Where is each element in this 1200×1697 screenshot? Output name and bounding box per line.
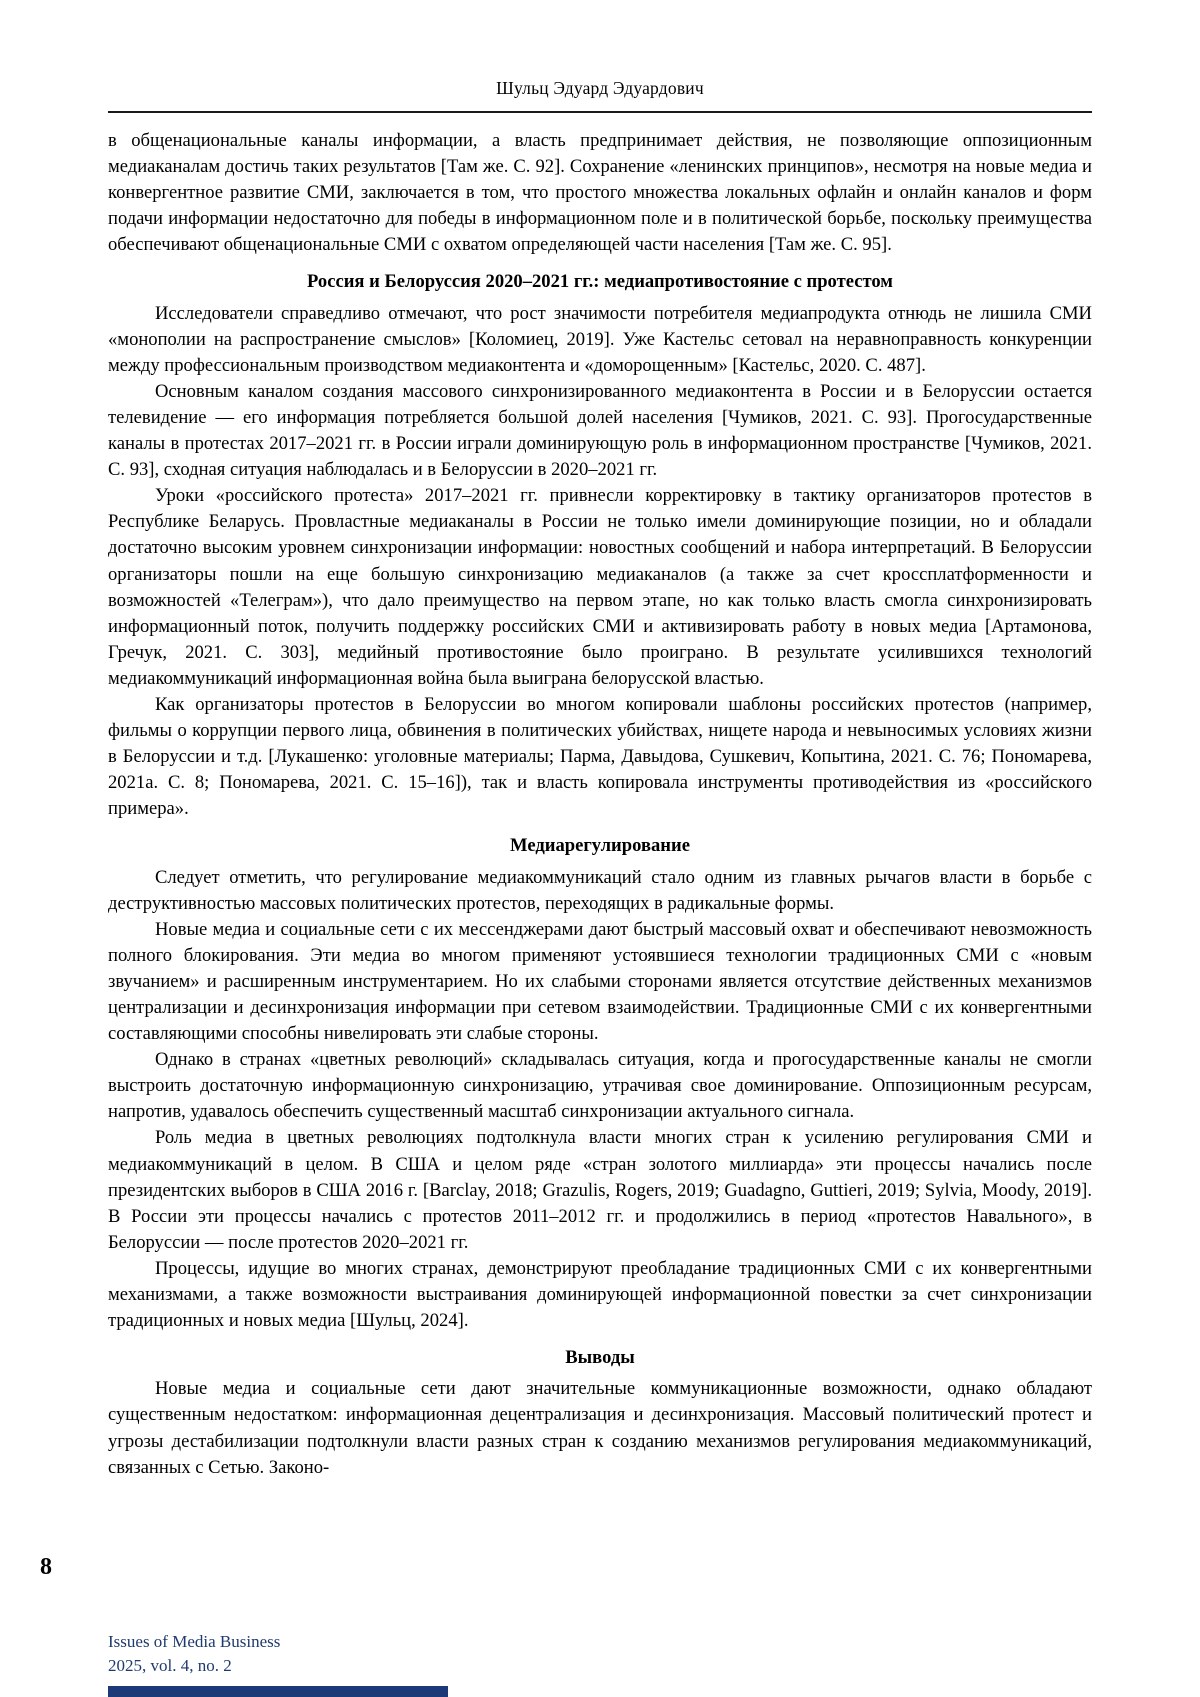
footer-issue: 2025, vol. 4, no. 2 (108, 1656, 232, 1675)
footer-color-bar (108, 1686, 448, 1697)
header-rule (108, 111, 1092, 113)
body-paragraph: Уроки «российского протеста» 2017–2021 гг. привнесли корректировку в тактику организаторов протестов в Республике Беларусь. Провластные медиаканалы в России не только имели доминирующие позиции, но и обладали достаточно высоким уровнем синхронизации информации: новостных сообщений и набора интерпретаций. В Белоруссии организаторы пошли на еще большую синхронизацию медиаканалов (а также за счет кроссплатформенности и возможностей «Телеграм»), что дало преимущество на первом этапе, но как только власть смогла синхронизировать информационный поток, получить поддержку российских СМИ и активизировать работу в новых медиа [Артамонова, Гречук, 2021. С. 303], медийный противостояние было проиграно. В результате усилившихся технологий медиакоммуникаций информационная война была выиграна белорусской властью. (108, 485, 1092, 689)
body-paragraph: Однако в странах «цветных революций» складывалась ситуация, когда и прогосударственные каналы не смогли выстроить достаточную информационную синхронизацию, утрачивая свое доминирование. Оппозиционным ресурсам, напротив, удавалось обеспечить существенный масштаб синхронизации актуального сигнала. (108, 1049, 1092, 1123)
section-subheading: Медиарегулирование (510, 835, 690, 857)
body-paragraph: Новые медиа и социальные сети с их мессенджерами дают быстрый массовый охват и обеспечивают невозможность полного блокирования. Эти медиа во многом применяют устоявшиеся технологии традиционных СМИ с «новым звучанием» и расширенным инструментарием. Но их слабыми сторонами является отсутствие действенных механизмов централизации и десинхронизация информации при сетевом взаимодействии. Традиционные СМИ с их конвергентными составляющими способны нивелировать эти слабые стороны. (108, 918, 1092, 1045)
article-body (108, 128, 1092, 1481)
body-paragraph: Основным каналом создания массового синхронизированного медиаконтента в России и в Белоруссии остается телевидение — его информация потребляется большой долей населения [Чумиков, 2021. С. 93]. Прогосударственные каналы в протестах 2017–2021 гг. в России играли доминирующую роль в информационном пространстве [Чумиков, 2021. С. 93], сходная ситуация наблюдалась и в Белоруссии в 2020–2021 гг. (108, 380, 1092, 481)
body-paragraph: Роль медиа в цветных революциях подтолкнула власти многих стран к усилению регулирования СМИ и медиакоммуникаций в целом. В США и целом ряде «стран золотого миллиарда» эти процессы начались после президентских выборов в США 2016 г. [Barclay, 2018; Grazulis, Rogers, 2019; Guadagno, Guttieri, 2019; Sylvia, Moody, 2019]. В России эти процессы начались с протестов 2011–2012 гг. и продолжились в период «протестов Навального», в Белоруссии — после протестов 2020–2021 гг. (108, 1127, 1092, 1253)
body-paragraph: в общенациональные каналы информации, а власть предпринимает действия, не позволяющие оппозиционным медиаканалам достичь таких результатов [Там же. С. 92]. Сохранение «ленинских принципов», несмотря на новые медиа и конвергентное развитие СМИ, заключается в том, что простого множества локальных офлайн и онлайн каналов и форм подачи информации недостаточно для победы в информационном поле и в политической борьбе, поскольку преимущества обеспечивают общенациональные СМИ с охватом определяющей части населения [Там же. С. 95]. (108, 130, 1092, 256)
page-footer (108, 1630, 280, 1678)
body-paragraph: Как организаторы протестов в Белоруссии во многом копировали шаблоны российских протестов (например, фильмы о коррупции первого лица, обвинения в политических убийствах, нищете народа и невыносимых условиях жизни в Белоруссии и т.д. [Лукашенко: уголовные материалы; Парма, Давыдова, Сушкевич, Копытина, 2021. С. 76; Пономарева, 2021а. С. 8; Пономарева, 2021. С. 15–16]), так и власть копировала инструменты противодействия из «российского примера». (108, 693, 1092, 820)
footer-journal-title: Issues of Media Business (108, 1632, 281, 1651)
body-paragraph: Новые медиа и социальные сети дают значительные коммуникационные возможности, однако обладают существенным недостатком: информационная децентрализация и десинхронизация. Массовый политический протест и угрозы дестабилизации подтолкнули власти разных стран к созданию механизмов регулирования медиакоммуникаций, связанных с Сетью. Законо- (108, 1378, 1092, 1478)
page-number: 8 (40, 1554, 52, 1580)
section-subheading: Россия и Белоруссия 2020–2021 гг.: медиапротивостояние с протестом (307, 271, 893, 293)
section-subheading: Выводы (565, 1347, 635, 1369)
running-head: Шульц Эдуард Эдуардович (496, 78, 704, 98)
body-paragraph: Исследователи справедливо отмечают, что рост значимости потребителя медиапродукта отнюдь не лишила СМИ «монополии на распространение смыслов» [Коломиец, 2019]. Уже Кастельс сетовал на неравноправность конкуренции между профессиональным производством медиаконтента и «доморощенным» [Кастельс, 2020. С. 487]. (108, 302, 1092, 376)
body-paragraph: Следует отметить, что регулирование медиакоммуникаций стало одним из главных рычагов власти в борьбе с деструктивностью массовых политических протестов, переходящих в радикальные формы. (108, 866, 1092, 914)
body-paragraph: Процессы, идущие во многих странах, демонстрируют преобладание традиционных СМИ с их конвергентными механизмами, а также возможности выстраивания доминирующей информационной повестки за счет синхронизации традиционных и новых медиа [Шульц, 2024]. (108, 1257, 1092, 1332)
